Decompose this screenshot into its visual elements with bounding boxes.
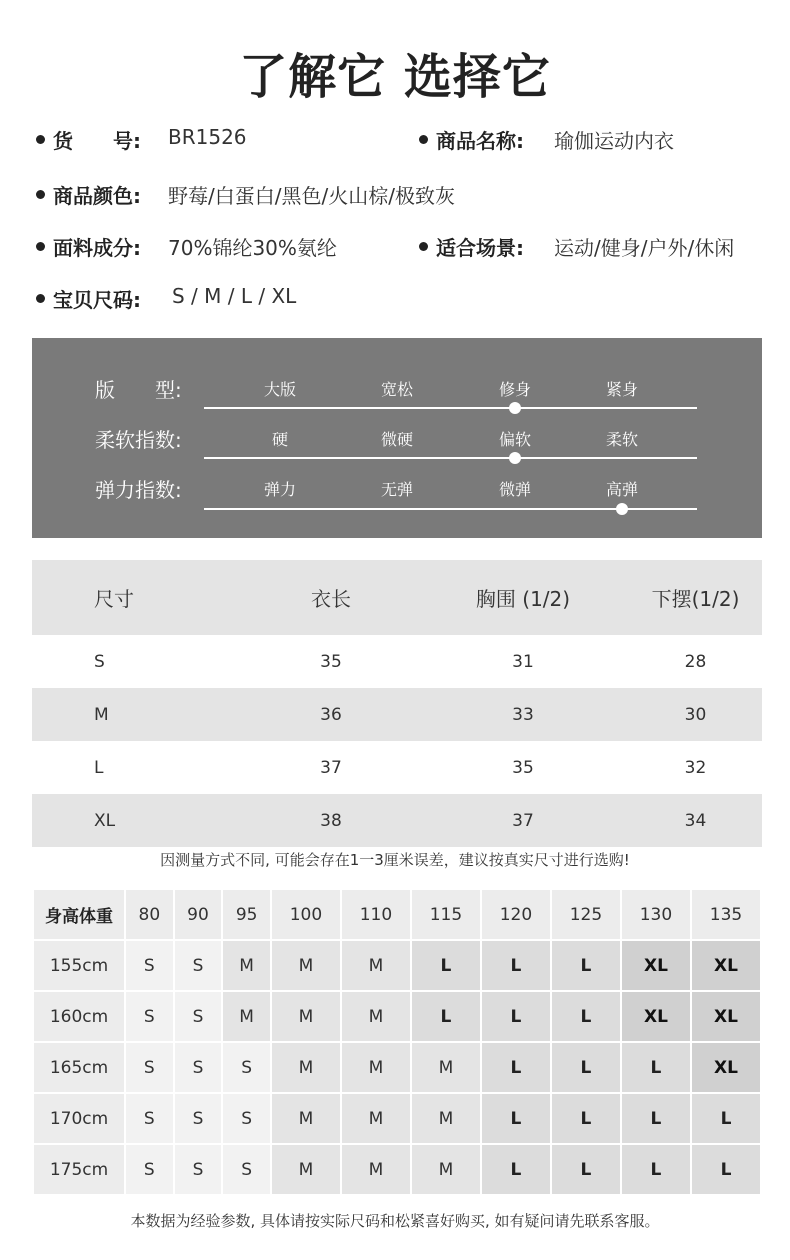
header-weight: 80: [126, 890, 173, 939]
table-row: [34, 1145, 760, 1194]
table-row: [32, 741, 762, 794]
header-weight: 130: [622, 890, 690, 939]
info-item-no: [36, 125, 141, 154]
table-row: [34, 992, 760, 1041]
fit-cell: XL: [692, 941, 760, 990]
bullet-icon: [36, 190, 45, 199]
fit-cell: M: [342, 1094, 410, 1143]
fit-cell: S: [223, 1145, 270, 1194]
table-row: [32, 688, 762, 741]
fit-cell: S: [175, 1094, 222, 1143]
fit-cell: L: [412, 992, 480, 1041]
cell-length: 36: [245, 688, 417, 741]
cell-length: 37: [320, 757, 342, 778]
fit-cell: L: [552, 1094, 620, 1143]
cell-bust: 35: [512, 757, 534, 778]
fit-cell: L: [482, 1094, 550, 1143]
row-height: 175cm: [34, 1145, 124, 1194]
scale-option: 宽松: [380, 380, 414, 399]
fit-cell: S: [175, 941, 222, 990]
scale-label: 柔软指数:: [95, 428, 182, 452]
fit-cell: L: [552, 1145, 620, 1194]
size-label: 宝贝尺码:: [53, 288, 141, 312]
fabric-label: 面料成分:: [53, 236, 141, 260]
header-weight: 120: [482, 890, 550, 939]
item-no-label: 货 号:: [53, 129, 141, 153]
header-bust: 胸围 (1/2): [417, 560, 629, 635]
info-fabric: [36, 232, 141, 261]
header-length: 衣长: [245, 560, 417, 635]
fabric-value: 70%锦纶30%氨纶: [168, 236, 337, 260]
scale-option: 修身: [498, 380, 532, 399]
fit-cell: L: [622, 1043, 690, 1092]
scene-label: 适合场景:: [436, 236, 524, 260]
fit-cell: L: [412, 941, 480, 990]
cell-size: S: [94, 651, 105, 672]
size-table-header: [32, 560, 762, 635]
scale-marker: [616, 503, 628, 515]
fit-table-header: [34, 890, 760, 939]
info-size: [36, 284, 141, 313]
bullet-icon: [419, 135, 428, 144]
row-height: 155cm: [34, 941, 124, 990]
row-height: 160cm: [34, 992, 124, 1041]
fit-cell: M: [272, 1043, 340, 1092]
fit-cell: S: [223, 1094, 270, 1143]
cell-hem: 32: [684, 757, 707, 778]
fit-cell: S: [126, 1043, 173, 1092]
scale-option: 大版: [263, 380, 297, 399]
fit-cell: M: [272, 992, 340, 1041]
scale-option: 高弹: [605, 480, 639, 499]
cell-length: 38: [245, 794, 417, 847]
fit-cell: M: [272, 941, 340, 990]
cell-bust: 31: [512, 651, 534, 672]
cell-bust: 33: [417, 688, 629, 741]
header-height-weight: 身高体重: [34, 890, 124, 939]
name-value: 瑜伽运动内衣: [554, 129, 674, 153]
cell-size: XL: [32, 794, 245, 847]
name-label: 商品名称:: [436, 129, 524, 153]
scale-label: 弹力指数:: [95, 478, 182, 502]
fit-cell: S: [223, 1043, 270, 1092]
cell-length: 35: [320, 651, 342, 672]
scale-line: [204, 457, 697, 459]
bullet-icon: [36, 135, 45, 144]
fit-cell: S: [126, 941, 173, 990]
page-title: 了解它 选择它: [239, 49, 551, 105]
row-height: 170cm: [34, 1094, 124, 1143]
item-no-value: BR1526: [168, 125, 247, 149]
cell-size: M: [32, 688, 245, 741]
fit-cell: M: [272, 1094, 340, 1143]
fit-cell: L: [482, 941, 550, 990]
info-scene: [419, 232, 524, 261]
fit-cell: S: [126, 992, 173, 1041]
scale-option: 弹力: [263, 480, 297, 499]
fit-cell: M: [342, 1145, 410, 1194]
header-weight: 115: [412, 890, 480, 939]
bullet-icon: [36, 242, 45, 251]
measurement-note: 因测量方式不同, 可能会存在1一3厘米误差，建议按真实尺寸进行选购!: [160, 851, 630, 869]
fit-cell: S: [126, 1094, 173, 1143]
fit-cell: L: [482, 1145, 550, 1194]
color-label: 商品颜色:: [53, 184, 141, 208]
scale-label: 版 型:: [95, 378, 182, 402]
fit-cell: M: [342, 941, 410, 990]
header-weight: 100: [272, 890, 340, 939]
fit-cell: M: [223, 941, 270, 990]
scale-option: 柔软: [605, 430, 639, 449]
fit-cell: M: [412, 1145, 480, 1194]
fit-cell: XL: [622, 941, 690, 990]
fit-scale-panel: [32, 338, 762, 538]
info-name: [419, 125, 524, 154]
fit-cell: L: [482, 1043, 550, 1092]
fit-cell: L: [692, 1094, 760, 1143]
header-weight: 125: [552, 890, 620, 939]
scale-option: 无弹: [380, 480, 414, 499]
scale-row-fit: [32, 374, 762, 424]
header-hem: 下摆(1/2): [629, 560, 762, 635]
fit-cell: M: [342, 992, 410, 1041]
table-row: [34, 1043, 760, 1092]
scale-row-elasticity: [32, 474, 762, 524]
table-row: [34, 941, 760, 990]
fit-cell: L: [622, 1145, 690, 1194]
fit-cell: M: [272, 1145, 340, 1194]
scale-option: 微硬: [380, 430, 414, 449]
table-row: [32, 794, 762, 847]
scale-option: 紧身: [605, 380, 639, 399]
scale-option: 偏软: [498, 430, 532, 449]
row-height: 165cm: [34, 1043, 124, 1092]
scale-row-softness: [32, 424, 762, 474]
fit-cell: XL: [692, 992, 760, 1041]
fit-cell: S: [126, 1145, 173, 1194]
cell-hem: 34: [629, 794, 762, 847]
header-weight: 135: [692, 890, 760, 939]
header-weight: 110: [342, 890, 410, 939]
bullet-icon: [36, 294, 45, 303]
fit-cell: M: [342, 1043, 410, 1092]
fit-cell: M: [223, 992, 270, 1041]
fit-cell: S: [175, 1145, 222, 1194]
fit-table-body: [34, 941, 760, 1194]
header-size: 尺寸: [32, 560, 245, 635]
disclaimer-note: 本数据为经验参数, 具体请按实际尺码和松紧喜好购买, 如有疑问请先联系客服。: [130, 1212, 660, 1230]
fit-cell: L: [552, 992, 620, 1041]
size-value: S / M / L / XL: [172, 284, 297, 308]
scene-value: 运动/健身/户外/休闲: [554, 236, 735, 260]
fit-cell: S: [175, 992, 222, 1041]
fit-cell: M: [412, 1043, 480, 1092]
header-weight: 90: [175, 890, 222, 939]
scale-line: [204, 407, 697, 409]
fit-cell: XL: [692, 1043, 760, 1092]
info-color: [36, 180, 141, 209]
scale-marker: [509, 402, 521, 414]
color-value: 野莓/白蛋白/黑色/火山棕/极致灰: [168, 184, 455, 208]
header-weight: 95: [223, 890, 270, 939]
cell-bust: 37: [417, 794, 629, 847]
size-table: [32, 560, 762, 847]
scale-option: 硬: [271, 430, 289, 449]
cell-size: L: [94, 757, 104, 778]
fit-cell: L: [552, 941, 620, 990]
cell-hem: 30: [629, 688, 762, 741]
fit-table: [32, 888, 762, 1196]
cell-hem: 28: [684, 651, 707, 672]
fit-cell: S: [175, 1043, 222, 1092]
bullet-icon: [419, 242, 428, 251]
table-row: [32, 635, 762, 688]
fit-cell: L: [692, 1145, 760, 1194]
scale-marker: [509, 452, 521, 464]
scale-option: 微弹: [498, 480, 532, 499]
fit-cell: M: [412, 1094, 480, 1143]
fit-cell: L: [482, 992, 550, 1041]
fit-cell: L: [622, 1094, 690, 1143]
fit-cell: L: [552, 1043, 620, 1092]
table-row: [34, 1094, 760, 1143]
fit-cell: XL: [622, 992, 690, 1041]
